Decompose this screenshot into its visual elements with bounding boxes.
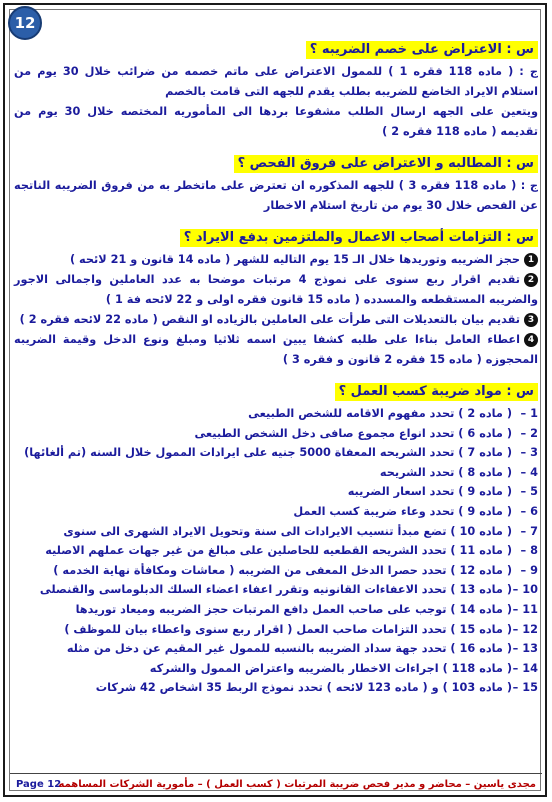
article-index: 8 –	[520, 544, 538, 558]
article-index: 12 –	[512, 622, 538, 636]
article-list-item	[14, 620, 538, 640]
answer-paragraph: ويتعين على الجهه ارسال الطلب مشفوعا بردها الى المأموريه المختصه خلال 30 يوم من تقديمه ( ماده 118 فقره 2 )	[14, 105, 538, 138]
article-list	[14, 404, 538, 698]
article-text: ( ماده 6 ) تحدد انواع مجموع صافى دخل الشخص الطبيعى	[194, 426, 512, 440]
number-bullet-icon: 3	[524, 313, 538, 327]
article-index: 3 –	[520, 446, 538, 460]
article-index: 11 –	[512, 602, 538, 616]
article-text: ( ماده 10 ) تضع مبدأ تنسيب الايرادات الى سنة وتحويل الايراد الشهرى الى سنوى	[63, 524, 512, 538]
obligation-item: 2تقديم اقرار ربع سنوى على نموذج 4 مرتبات موضحا به عدد العاملين واجمالى الاجور والضريبه المستقطعه والمسدده ( ماده 15 قانون فقره اولى و 22 لائحه فة 1 )	[14, 273, 538, 306]
article-list-item	[14, 482, 538, 502]
article-list-item	[14, 639, 538, 659]
question-heading: س : الاعتراض على خصم الضريبه ؟	[306, 41, 538, 59]
section-tax-articles	[14, 380, 538, 698]
question-heading: س : مواد ضريبة كسب العمل ؟	[335, 383, 538, 401]
article-list-item	[14, 522, 538, 542]
article-text: ( ماده 2 ) تحدد مفهوم الاقامه للشخص الطبيعى	[248, 407, 512, 420]
article-list-item	[14, 443, 538, 463]
article-text: ( ماده 13 ) تحدد الاعفاءات القانونيه وتقرر اعفاء اعضاء السلك الدبلوماسى والقنصلى	[39, 583, 512, 597]
article-index: 4 –	[520, 465, 538, 479]
article-text: ( ماده 9 ) تحدد اسعار الضريبه	[347, 485, 512, 499]
article-list-item	[14, 541, 538, 561]
article-list-item	[14, 463, 538, 483]
article-index: 15 –	[512, 681, 538, 695]
footer-page-number: Page 12	[16, 779, 62, 790]
article-index: 9 –	[520, 563, 538, 577]
article-list-item	[14, 502, 538, 522]
article-index: 2 –	[520, 426, 538, 440]
footer-author-text: مجدى ياسين – محاضر و مدير فحص ضريبة المرتبات ( كسب العمل ) – مأمورية الشركات المساهمه	[58, 779, 536, 790]
article-text: ( ماده 15 ) تحدد التزامات صاحب العمل ( اقرار ربع سنوى واعطاء بيان للموظف )	[64, 622, 512, 636]
article-index: 1 –	[520, 407, 538, 420]
number-bullet-icon: 2	[524, 273, 538, 287]
article-list-item	[14, 580, 538, 600]
article-list-item	[14, 424, 538, 444]
section-claims-objection	[14, 152, 538, 216]
article-text: ( ماده 103 ) و ( ماده 123 لائحه ) تحدد نموذج الربط 35 اشخاص 42 شركات	[95, 681, 512, 695]
article-index: 14 –	[512, 661, 538, 675]
article-text: ( ماده 14 ) توجب على صاحب العمل دافع المرتبات حجز الضريبه وميعاد توريدها	[75, 602, 512, 616]
obligation-item: 3تقديم بيان بالتعديلات التى طرأت على العاملين بالزياده او النقص ( ماده 22 لائحه فقره 2 )	[14, 310, 538, 330]
article-list-item	[14, 659, 538, 679]
answer-paragraph: ج : ( ماده 118 فقره 3 ) للجهه المذكوره ان تعترض على ماتخطر به من فروق الضريبه الناتجه عن الفحص خلال 30 يوم من تاريخ استلام الاخطار	[14, 179, 538, 212]
article-list-item	[14, 404, 538, 424]
article-text: ( ماده 7 ) تحدد الشريحه المعفاة 5000 جنيه على ايرادات الممول خلال السنه (تم ألغائها)	[24, 446, 512, 460]
article-index: 6 –	[520, 504, 538, 518]
page-footer	[10, 773, 542, 792]
question-heading: س : المطالبه و الاعتراض على فروق الفحص ؟	[234, 155, 538, 173]
article-list-item	[14, 600, 538, 620]
article-text: ( ماده 9 ) تحدد وعاء ضريبة كسب العمل	[293, 504, 512, 518]
section-employer-obligations	[14, 226, 538, 370]
article-index: 7 –	[520, 524, 538, 538]
article-text: ( ماده 11 ) تحدد الشريحه القطعيه للحاصلين على مبالغ من غير جهات عملهم الاصليه	[45, 544, 512, 558]
article-index: 10 –	[512, 583, 538, 597]
section-objection-deduction	[14, 38, 538, 142]
number-bullet-icon: 1	[524, 253, 538, 267]
article-index: 13 –	[512, 642, 538, 656]
article-text: ( ماده 118 ) اجراءات الاخطار بالضريبه واعتراض الممول والشركه	[149, 661, 512, 675]
answer-paragraph: ج : ( ماده 118 فقره 1 ) للممول الاعتراض على ماتم خصمه من ضرائب خلال 30 يوم من استلام الايراد الخاضع للضريبه بطلب يقدم للجهه التى قامت بالخصم	[14, 65, 538, 98]
article-index: 5 –	[520, 485, 538, 499]
obligation-item: 1حجز الضريبه وتوريدها خلال الـ 15 يوم التاليه للشهر ( ماده 14 قانون و 21 لائحه )	[14, 250, 538, 270]
document-body	[14, 38, 538, 698]
article-text: ( ماده 8 ) تحدد الشريحه	[379, 465, 512, 479]
obligation-item: 4اعطاء العامل بناءا على طلبه كشفا يبين اسمه ثلاثيا ومبلغ ونوع الدخل وقيمة الضريبه المحجوزه ( ماده 15 فقره 2 قانون و فقره 3 )	[14, 333, 538, 366]
article-list-item	[14, 678, 538, 698]
page-number-badge: 12	[8, 6, 42, 40]
article-text: ( ماده 12 ) تحدد حصرا الدخل المعفى من الضريبه ( معاشات ومكافأة نهاية الخدمه )	[53, 563, 512, 577]
question-heading: س : التزامات أصحاب الاعمال والملتزمين بدفع الايراد ؟	[180, 229, 538, 247]
article-text: ( ماده 16 ) تحدد جهة سداد الضريبه بالنسبه للممول غير المقيم عن دخل من مثله	[66, 642, 512, 656]
article-list-item	[14, 561, 538, 581]
number-bullet-icon: 4	[524, 333, 538, 347]
